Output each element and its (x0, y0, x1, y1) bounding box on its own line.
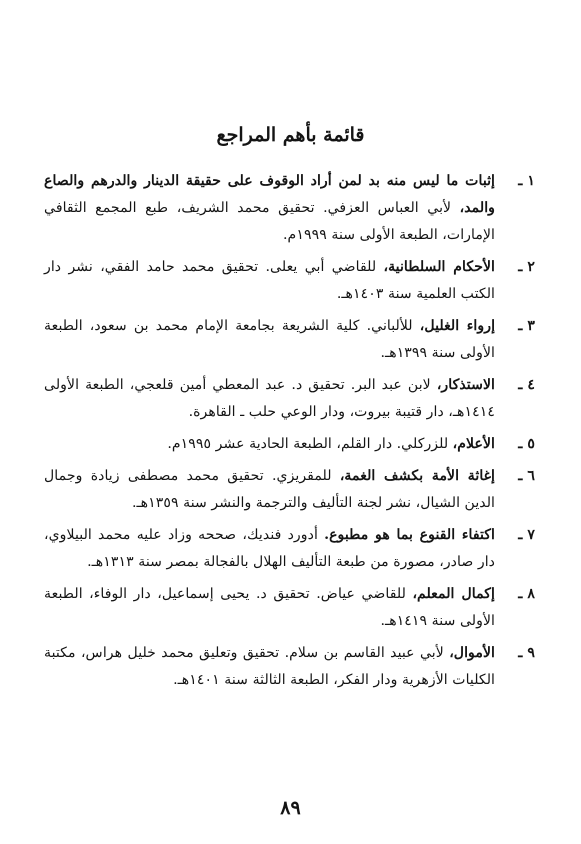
page-number: ٨٩ (280, 797, 301, 819)
reference-item (44, 313, 535, 367)
reference-number: ٢ ـ (518, 259, 535, 275)
reference-title: إثبات ما ليس منه بد لمن أراد الوقوف على حقيقة الدينار والدرهم والصاع والمد، (44, 173, 495, 216)
reference-title: إكمال المعلم، (412, 586, 495, 602)
reference-number: ٨ ـ (518, 586, 535, 602)
reference-item (44, 581, 535, 635)
reference-details: أدورد فنديك، صححه وزاد عليه محمد البيلاوي، دار صادر، مصورة من طبعة التأليف الهلال بالفجالة بمصر سنة ١٣١٣هـ. (44, 527, 495, 570)
reference-number: ٦ ـ (518, 468, 535, 484)
reference-details: لابن عبد البر. تحقيق د. عبد المعطي أمين قلعجي، الطبعة الأولى ١٤١٤هـ، دار قتيبة بيروت، ودار الوعي حلب ـ القاهرة. (44, 377, 495, 420)
references-list (44, 168, 535, 699)
reference-title: الأعلام، (452, 436, 495, 452)
reference-item (44, 640, 535, 694)
reference-item (44, 254, 535, 308)
reference-number: ٣ ـ (518, 318, 535, 334)
reference-details: للألباني. كلية الشريعة بجامعة الإمام محمد بن سعود، الطبعة الأولى سنة ١٣٩٩هـ. (44, 318, 495, 361)
reference-item (44, 463, 535, 517)
reference-item (44, 168, 535, 249)
reference-details: لأبي عبيد القاسم بن سلام. تحقيق وتعليق محمد خليل هراس، مكتبة الكليات الأزهرية ودار الفكر، الطبعة الثالثة سنة ١٤٠١هـ. (44, 645, 495, 688)
reference-item (44, 372, 535, 426)
reference-details: لأبي العباس العزفي. تحقيق محمد الشريف، طبع المجمع الثقافي الإمارات، الطبعة الأولى سنة ١٩٩٩م. (44, 200, 495, 243)
reference-item (44, 431, 535, 458)
reference-title: الاستذكار، (436, 377, 495, 393)
reference-number: ٤ ـ (518, 377, 535, 393)
reference-title: اكتفاء القنوع بما هو مطبوع. (324, 527, 495, 543)
reference-number: ٥ ـ (518, 436, 535, 452)
reference-title: الأحكام السلطانية، (383, 259, 495, 275)
reference-title: إرواء الغليل، (419, 318, 496, 334)
reference-title: إغاثة الأمة بكشف الغمة، (339, 468, 496, 484)
reference-details: للقاضي عياض. تحقيق د. يحيى إسماعيل، دار الوفاء، الطبعة الأولى سنة ١٤١٩هـ. (44, 586, 495, 629)
reference-title: الأموال، (449, 645, 495, 661)
reference-number: ٩ ـ (518, 645, 535, 661)
reference-number: ١ ـ (518, 173, 535, 189)
reference-details: للزركلي. دار القلم، الطبعة الحادية عشر ١٩٩٥م. (167, 436, 453, 452)
reference-number: ٧ ـ (518, 527, 535, 543)
reference-item (44, 522, 535, 576)
reference-details: للقاضي أبي يعلى. تحقيق محمد حامد الفقي، نشر دار الكتب العلمية سنة ١٤٠٣هـ. (44, 259, 495, 302)
reference-details: للمقريزي. تحقيق محمد مصطفى زيادة وجمال الدين الشيال، نشر لجنة التأليف والترجمة والنشر سنة ١٣٥٩هـ. (44, 468, 495, 511)
page-title: قائمة بأهم المراجع (216, 124, 365, 146)
